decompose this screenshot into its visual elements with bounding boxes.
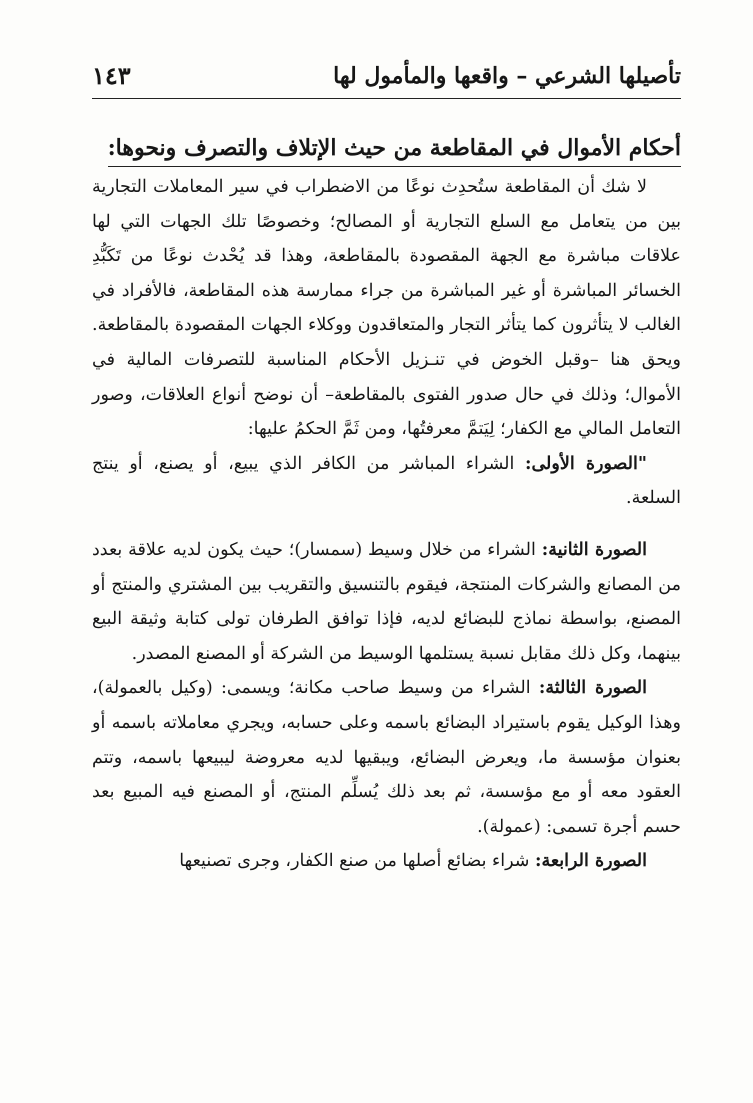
- form-2-label: الصورة الثانية:: [541, 539, 647, 560]
- form-4-paragraph: [92, 844, 681, 879]
- form-1-label: "الصورة الأولى:: [525, 453, 647, 474]
- section-heading: أحكام الأموال في المقاطعة من حيث الإتلاف والتصرف ونحوها:: [108, 130, 681, 167]
- form-3-paragraph: [92, 671, 681, 844]
- form-4-label: الصورة الرابعة:: [535, 851, 647, 872]
- form-3-label: الصورة الثالثة:: [538, 678, 647, 699]
- form-2-text: الشراء من خلال وسيط (سمسار)؛ حيث يكون لديه علاقة بعدد من المصانع والشركات المنتجة، فيقوم بالتنسيق والتقريب بين المشتري والمنتج أو المصنع، بواسطة نماذج للبضائع لديه، فإذا توافق الطرفان تولى كتابة وثيقة البيع بينهما، وكل ذلك مقابل نسبة يستلمها الوسيط من الشركة أو المصنع المصدر.: [92, 539, 681, 664]
- body-text: [92, 170, 681, 879]
- intro-paragraph: لا شك أن المقاطعة ستُحدِث نوعًا من الاضطراب في سير المعاملات التجارية بين من يتعامل مع السلع التجارية أو المصالح؛ وخصوصًا تلك الجهات التي لها علاقات مباشرة مع الجهة المقصودة بالمقاطعة، وهذا قد يُحْدث نوعًا من تَكَبُّدِ الخسائر المباشرة أو غير المباشرة من جراء ممارسة هذه المقاطعة، فالأفراد في الغالب لا يتأثرون كما يتأثر التجار والمتعاقدون ووكلاء الجهات المقصودة بالمقاطعة. ويحق هنا –وقبل الخوض في تنـزيل الأحكام المناسبة للتصرفات المالية في الأموال؛ وذلك في حال صدور الفتوى بالمقاطعة– أن نوضح أنواع العلاقات، وصور التعامل المالي مع الكفار؛ لِيَتمَّ معرفتُها، ومن ثَمَّ الحكمُ عليها:: [92, 177, 681, 440]
- page-number: ١٤٣: [92, 61, 131, 90]
- book-page: [92, 0, 681, 1103]
- form-4-text: شراء بضائع أصلها من صنع الكفار، وجرى تصنيعها: [179, 851, 530, 872]
- form-1-paragraph: [92, 447, 681, 516]
- form-3-text: الشراء من وسيط صاحب مكانة؛ ويسمى: (وكيل بالعمولة)، وهذا الوكيل يقوم باستيراد البضائع باسمه وعلى حسابه، ويجري معاملاته باسمه أو بعنوان مؤسسة ما، ويعرض البضائع، ويبقيها لديه معروضة ليبيعها باسمه، وتتم العقود معه أو مع مؤسسة، ثم بعد ذلك يُسلِّم المنتج، أو المصنع فيه المبيع بعد حسم أجرة تسمى: (عمولة).: [92, 678, 681, 837]
- form-1-text: الشراء المباشر من الكافر الذي يبيع، أو يصنع، أو ينتج السلعة.: [92, 453, 681, 509]
- form-2-paragraph: [92, 533, 681, 671]
- running-title: تأصيلها الشرعي – واقعها والمأمول لها: [333, 63, 681, 89]
- running-header: [92, 58, 681, 99]
